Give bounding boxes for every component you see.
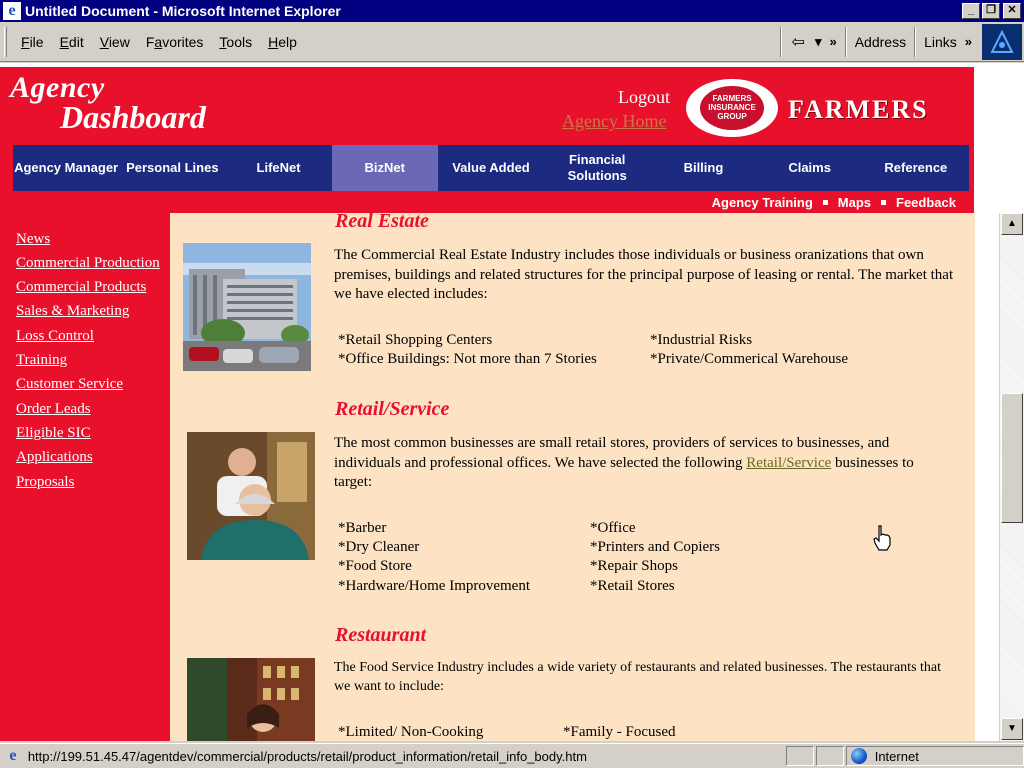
- sidebar-link-news[interactable]: News: [16, 231, 51, 247]
- links-bar-label[interactable]: Links: [924, 33, 957, 50]
- retail-service-link[interactable]: Retail/Service: [746, 454, 832, 471]
- nav-biznet[interactable]: BizNet: [332, 145, 438, 191]
- toolbar-chevron-icon[interactable]: »: [829, 34, 837, 49]
- back-arrow-icon[interactable]: ⇦: [791, 33, 805, 51]
- sidebar-link-customer-service[interactable]: Customer Service: [16, 376, 124, 392]
- toolbar-separator: [780, 27, 782, 57]
- subnav-feedback[interactable]: Feedback: [896, 195, 956, 210]
- list-item: *Family - Focused: [563, 724, 676, 740]
- menu-bar: [0, 22, 1024, 62]
- sub-nav: [712, 195, 956, 210]
- nav-lifenet[interactable]: LifeNet: [256, 160, 301, 175]
- list-item: *Industrial Risks: [650, 332, 753, 348]
- windows-throbber-icon: [982, 24, 1022, 60]
- status-panel: [786, 746, 814, 766]
- list-item: *Limited/ Non-Cooking: [338, 724, 484, 740]
- bullet-icon: [881, 200, 886, 205]
- menu-favorites-rest: vorites: [162, 33, 204, 50]
- list-item: *Hardware/Home Improvement: [338, 578, 531, 594]
- list-item: *Dry Cleaner: [338, 539, 420, 555]
- hand-cursor-icon: [872, 525, 894, 551]
- nav-financial-solutions[interactable]: Financial Solutions: [567, 152, 627, 183]
- menu-favorites[interactable]: [138, 34, 212, 50]
- scroll-down-arrow-icon[interactable]: ▼: [1001, 718, 1023, 740]
- internet-globe-icon: [851, 748, 867, 764]
- restore-button[interactable]: ❐: [982, 3, 1000, 19]
- address-bar-label[interactable]: Address: [854, 33, 907, 50]
- menu-tools[interactable]: [211, 34, 260, 50]
- list-item: *Printers and Copiers: [590, 539, 720, 555]
- sidebar-link-commercial-products[interactable]: Commercial Products: [16, 279, 147, 295]
- agency-dashboard-logo-line1: Agency: [10, 71, 105, 104]
- nav-reference[interactable]: Reference: [884, 160, 948, 175]
- ie-logo-icon: e: [3, 2, 21, 20]
- sidebar-link-commercial-production[interactable]: Commercial Production: [16, 255, 160, 271]
- real-estate-description: The Commercial Real Estate Industry includes those individuals or business oranizations that own premises, buildings and related structures for the principal purpose of leasing or rental. The market that we have elected includes:: [334, 247, 954, 302]
- sidebar-link-loss-control[interactable]: Loss Control: [16, 328, 94, 344]
- list-item: *Repair Shops: [590, 558, 678, 574]
- logout-link[interactable]: Logout: [618, 87, 670, 107]
- main-content: [170, 213, 975, 741]
- nav-claims[interactable]: Claims: [788, 160, 831, 175]
- list-item: *Office: [590, 520, 636, 536]
- minimize-button[interactable]: _: [962, 3, 980, 19]
- list-item: *Office Buildings: Not more than 7 Stories: [338, 351, 597, 367]
- main-nav: [13, 145, 969, 191]
- menu-help-key: H: [268, 33, 279, 50]
- bullet-icon: [823, 200, 828, 205]
- restaurant-photo: [187, 658, 315, 741]
- farmers-seal-logo: [686, 79, 778, 137]
- sidebar-link-proposals[interactable]: Proposals: [16, 474, 75, 490]
- menu-help[interactable]: [260, 34, 305, 50]
- list-item: *Retail Stores: [590, 578, 675, 594]
- throbber-logo-icon: [990, 30, 1014, 54]
- vertical-scrollbar[interactable]: [999, 213, 1024, 741]
- nav-billing[interactable]: Billing: [683, 160, 724, 175]
- list-item: *Private/Commerical Warehouse: [650, 351, 849, 367]
- zone-label: Internet: [874, 748, 919, 764]
- menu-favorites-pre: F: [145, 33, 155, 50]
- left-sidebar: [0, 213, 170, 741]
- list-item: *Barber: [338, 520, 387, 536]
- menu-edit-key: E: [59, 33, 69, 50]
- page-viewport: [0, 63, 1024, 741]
- sidebar-link-eligible-sic[interactable]: Eligible SIC: [16, 425, 91, 441]
- sidebar-link-training[interactable]: Training: [16, 352, 68, 368]
- menu-help-rest: elp: [278, 33, 297, 50]
- barber-photo: [187, 432, 315, 560]
- menu-file-rest: ile: [29, 33, 44, 50]
- nav-agency-manager[interactable]: Agency Manager: [14, 160, 119, 175]
- menu-file[interactable]: [13, 34, 52, 50]
- menu-file-key: F: [21, 33, 30, 50]
- agency-dashboard-logo-line2: Dashboard: [60, 99, 206, 135]
- office-building-photo: [183, 243, 311, 371]
- status-bar: [0, 743, 1024, 768]
- menu-favorites-key: a: [154, 33, 163, 50]
- links-chevron-icon[interactable]: »: [964, 34, 972, 49]
- menu-view-key: V: [99, 33, 109, 50]
- farmers-seal-text: FARMERS INSURANCE GROUP: [700, 86, 764, 130]
- page-icon: e: [9, 747, 17, 764]
- nav-value-added[interactable]: Value Added: [452, 160, 530, 175]
- close-button[interactable]: ✕: [1003, 3, 1021, 19]
- sidebar-link-applications[interactable]: Applications: [16, 449, 93, 465]
- back-dropdown-icon[interactable]: ▾: [814, 33, 822, 49]
- menu-tools-key: T: [219, 33, 227, 50]
- list-item: *Retail Shopping Centers: [338, 332, 493, 348]
- section-title-real-estate: Real Estate: [335, 213, 429, 232]
- retail-text-before: The most common businesses are small retail stores, providers of services to businesses, and individuals and professional offices. We have selected the following: [334, 435, 890, 471]
- agency-home-link[interactable]: Agency Home: [562, 111, 667, 131]
- menu-edit-rest: dit: [68, 33, 84, 50]
- status-panel: [816, 746, 844, 766]
- scroll-up-arrow-icon[interactable]: ▲: [1001, 213, 1023, 235]
- restaurant-description: The Food Service Industry includes a wide variety of restaurants and related businesses. The restaurants that we want to include:: [334, 660, 942, 694]
- section-title-restaurant: Restaurant: [335, 624, 427, 646]
- menu-edit[interactable]: [52, 34, 92, 50]
- menu-view[interactable]: [92, 34, 138, 50]
- toolbar-separator: [845, 27, 847, 57]
- menu-tools-rest: ools: [226, 33, 253, 50]
- title-bar: [0, 0, 1024, 22]
- nav-personal-lines[interactable]: Personal Lines: [126, 160, 219, 175]
- scrollbar-thumb[interactable]: [1001, 393, 1023, 523]
- retail-text-after: businesses to target:: [334, 454, 914, 490]
- menu-view-rest: iew: [108, 33, 130, 50]
- toolbar-grip[interactable]: [4, 27, 7, 57]
- sidebar-link-sales-marketing[interactable]: Sales & Marketing: [16, 303, 130, 319]
- security-zone: [846, 746, 1024, 766]
- window-title: Untitled Document - Microsoft Internet Explorer: [25, 3, 341, 19]
- retail-service-description: [334, 434, 954, 493]
- status-url: http://199.51.45.47/agentdev/commercial/products/retail/product_information/retail_info_body.htm: [27, 748, 587, 764]
- sidebar-link-order-leads[interactable]: Order Leads: [16, 401, 91, 417]
- farmers-wordmark: FARMERS: [788, 95, 929, 124]
- subnav-agency-training[interactable]: Agency Training: [711, 195, 813, 210]
- section-title-retail-service: Retail/Service: [335, 398, 450, 420]
- toolbar-separator: [914, 27, 916, 57]
- list-item: *Food Store: [338, 558, 412, 574]
- subnav-maps[interactable]: Maps: [837, 195, 872, 210]
